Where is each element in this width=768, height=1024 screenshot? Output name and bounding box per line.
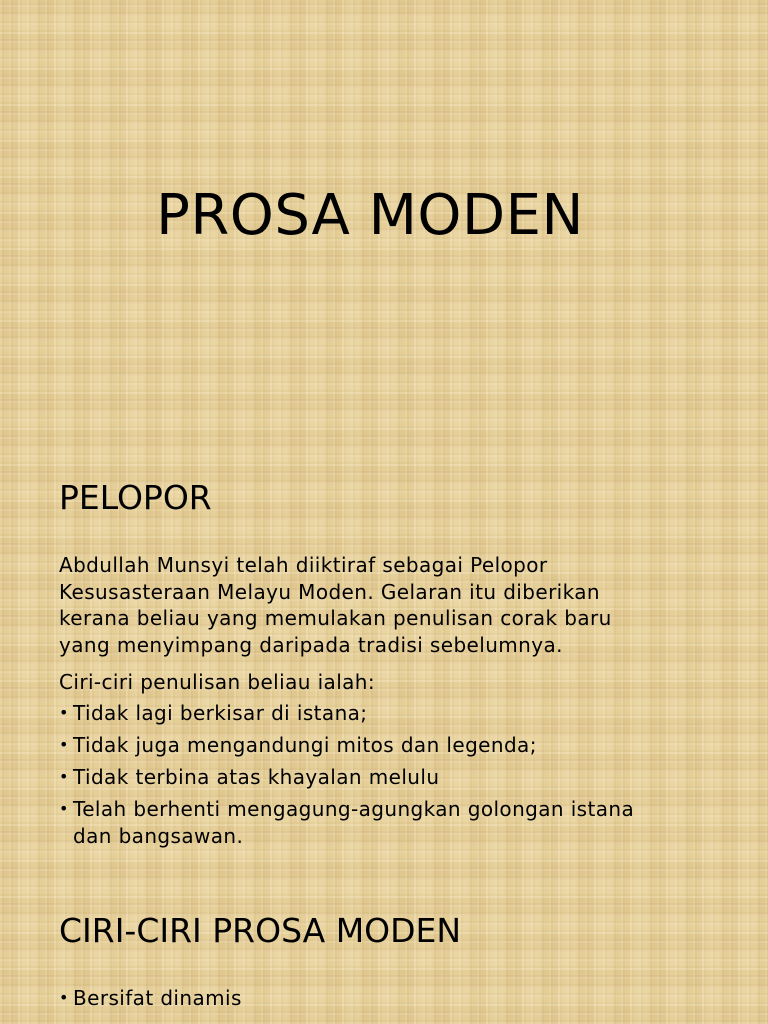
list-item-text: Bersifat dinamis: [73, 986, 242, 1010]
intro-paragraph: [59, 552, 699, 658]
bullet-icon: •: [59, 703, 69, 722]
bullet-icon: •: [59, 799, 69, 818]
intro-line: Kesusasteraan Melayu Moden. Gelaran itu diberikan: [59, 579, 601, 604]
list-item-text: dan bangsawan.: [73, 823, 244, 848]
list-item: [59, 732, 709, 759]
characteristics-list: [59, 985, 709, 1017]
list-item-text: Telah berhenti mengagung-agungkan golongan istana: [73, 797, 635, 821]
section-heading-pelopor: PELOPOR: [59, 478, 212, 517]
list-item: [59, 700, 709, 727]
bullet-icon: •: [59, 735, 69, 754]
intro-line: kerana beliau yang memulakan penulisan corak baru: [59, 606, 612, 630]
bullet-icon: •: [59, 767, 69, 786]
section-heading-ciri-ciri: CIRI-CIRI PROSA MODEN: [59, 911, 462, 950]
list-item: [59, 796, 709, 849]
list-item-text: Tidak terbina atas khayalan melulu: [73, 765, 440, 789]
slide-title: PROSA MODEN: [156, 183, 584, 248]
list-item-text: Tidak juga mengandungi mitos dan legenda;: [73, 733, 537, 757]
list-item: [59, 985, 709, 1012]
features-lead: Ciri-ciri penulisan beliau ialah:: [59, 670, 376, 694]
bullet-icon: •: [59, 988, 69, 1007]
list-item-text: Tidak lagi berkisar di istana;: [73, 701, 368, 725]
intro-line: Abdullah Munsyi telah diiktiraf sebagai Pelopor: [59, 553, 548, 577]
intro-line: yang menyimpang daripada tradisi sebelumnya.: [59, 632, 563, 657]
features-list: [59, 700, 709, 855]
list-item: [59, 764, 709, 791]
